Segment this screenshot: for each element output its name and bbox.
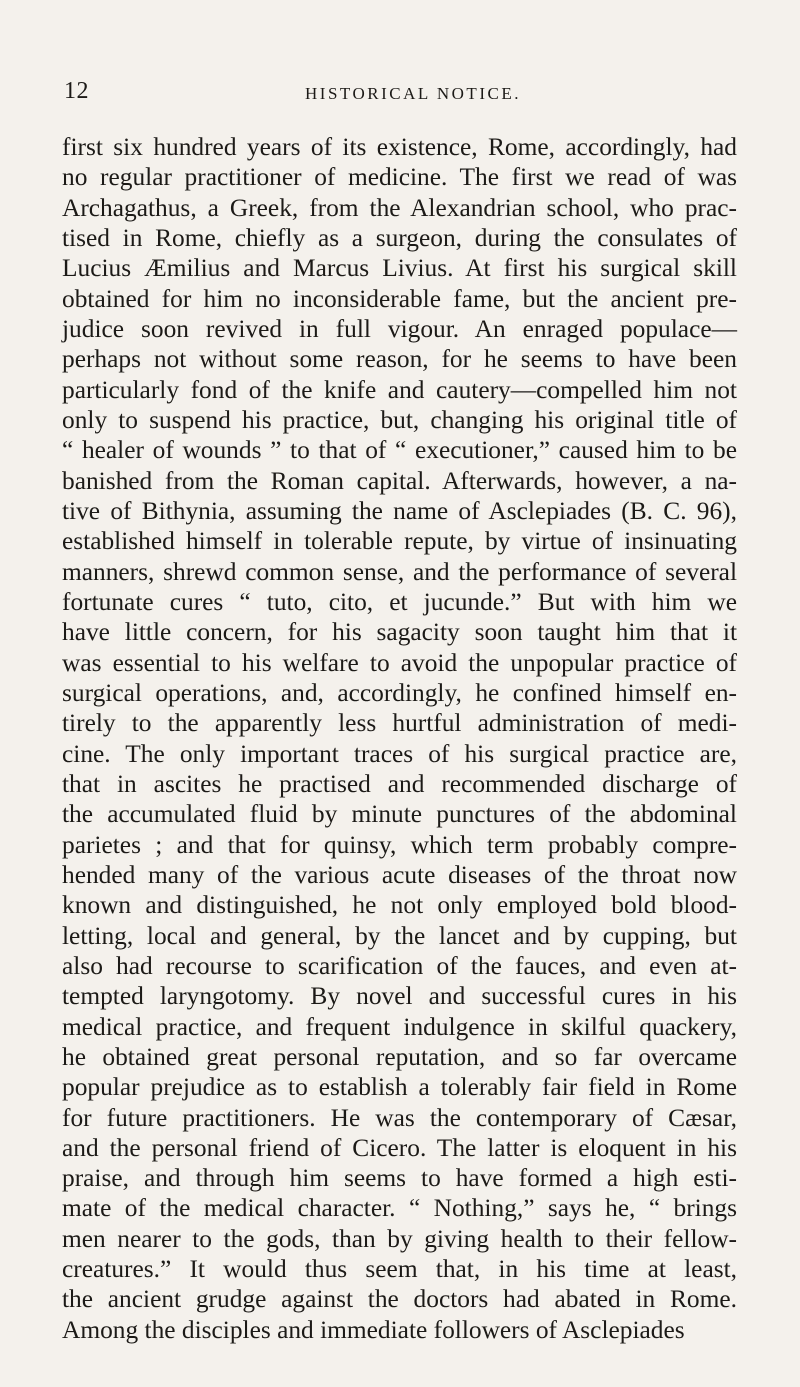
text-line: banished from the Roman capital. Afterwards, however, a na- (62, 466, 737, 495)
text-line: Archagathus, a Greek, from the Alexandrian school, who prac- (62, 193, 737, 222)
text-line: tive of Bithynia, assuming the name of Asclepiades (B. C. 96), (62, 496, 737, 525)
text-line: was essential to his welfare to avoid the unpopular practice of (62, 648, 737, 677)
text-line: perhaps not without some reason, for he seems to have been (62, 345, 737, 374)
page-number: 12 (64, 78, 89, 104)
text-line: the accumulated fluid by minute punctures of the abdominal (62, 800, 737, 829)
text-line: also had recourse to scarification of the fauces, and even at- (62, 951, 737, 980)
text-line: and the personal friend of Cicero. The latter is eloquent in his (62, 1133, 737, 1162)
text-line: judice soon revived in full vigour. An enraged populace— (62, 314, 737, 343)
text-line: parietes ; and that for quinsy, which term probably compre- (62, 830, 737, 859)
text-line: fortunate cures “ tuto, cito, et jucunde.” But with him we (62, 587, 737, 616)
text-line: the ancient grudge against the doctors had abated in Rome. (62, 1285, 737, 1314)
text-line: tised in Rome, chiefly as a surgeon, during the consulates of (62, 223, 737, 252)
text-line: men nearer to the gods, than by giving health to their fellow- (62, 1224, 737, 1253)
text-line: only to suspend his practice, but, changing his original title of (62, 405, 737, 434)
text-line: popular prejudice as to establish a tolerably fair field in Rome (62, 1073, 737, 1102)
body-text (62, 132, 737, 1345)
text-line: cine. The only important traces of his surgical practice are, (62, 739, 737, 768)
text-line: that in ascites he practised and recommended discharge of (62, 769, 737, 798)
text-line: letting, local and general, by the lancet and by cupping, but (62, 921, 737, 950)
text-line: have little concern, for his sagacity soon taught him that it (62, 618, 737, 647)
text-line: hended many of the various acute diseases of the throat now (62, 860, 737, 889)
text-line: tempted laryngotomy. By novel and successful cures in his (62, 982, 737, 1011)
text-line: manners, shrewd common sense, and the performance of several (62, 557, 737, 586)
text-line: medical practice, and frequent indulgence in skilful quackery, (62, 1012, 737, 1041)
text-line: surgical operations, and, accordingly, he confined himself en- (62, 678, 737, 707)
text-line: Lucius Æmilius and Marcus Livius. At first his surgical skill (62, 254, 737, 283)
text-line: praise, and through him seems to have formed a high esti- (62, 1164, 737, 1193)
text-line: for future practitioners. He was the contemporary of Cæsar, (62, 1103, 737, 1132)
text-line: established himself in tolerable repute, by virtue of insinuating (62, 527, 737, 556)
text-line: Among the disciples and immediate followers of Asclepiades (62, 1315, 685, 1344)
text-line: particularly fond of the knife and cautery—compelled him not (62, 375, 737, 404)
text-line: first six hundred years of its existence, Rome, accordingly, had (62, 133, 737, 161)
text-line: no regular practitioner of medicine. The first we read of was (62, 163, 737, 192)
text-line: creatures.” It would thus seem that, in his time at least, (62, 1255, 737, 1284)
text-line: “ healer of wounds ” to that of “ executioner,” caused him to be (62, 436, 737, 465)
text-line: he obtained great personal reputation, and so far overcame (62, 1042, 737, 1071)
text-line: obtained for him no inconsiderable fame, but the ancient pre- (62, 284, 737, 313)
text-line: mate of the medical character. “ Nothing,” says he, “ brings (62, 1194, 737, 1223)
text-line: known and distinguished, he not only employed bold blood- (62, 891, 737, 920)
running-head: HISTORICAL NOTICE. (305, 84, 521, 103)
text-line: tirely to the apparently less hurtful administration of medi- (62, 709, 737, 738)
